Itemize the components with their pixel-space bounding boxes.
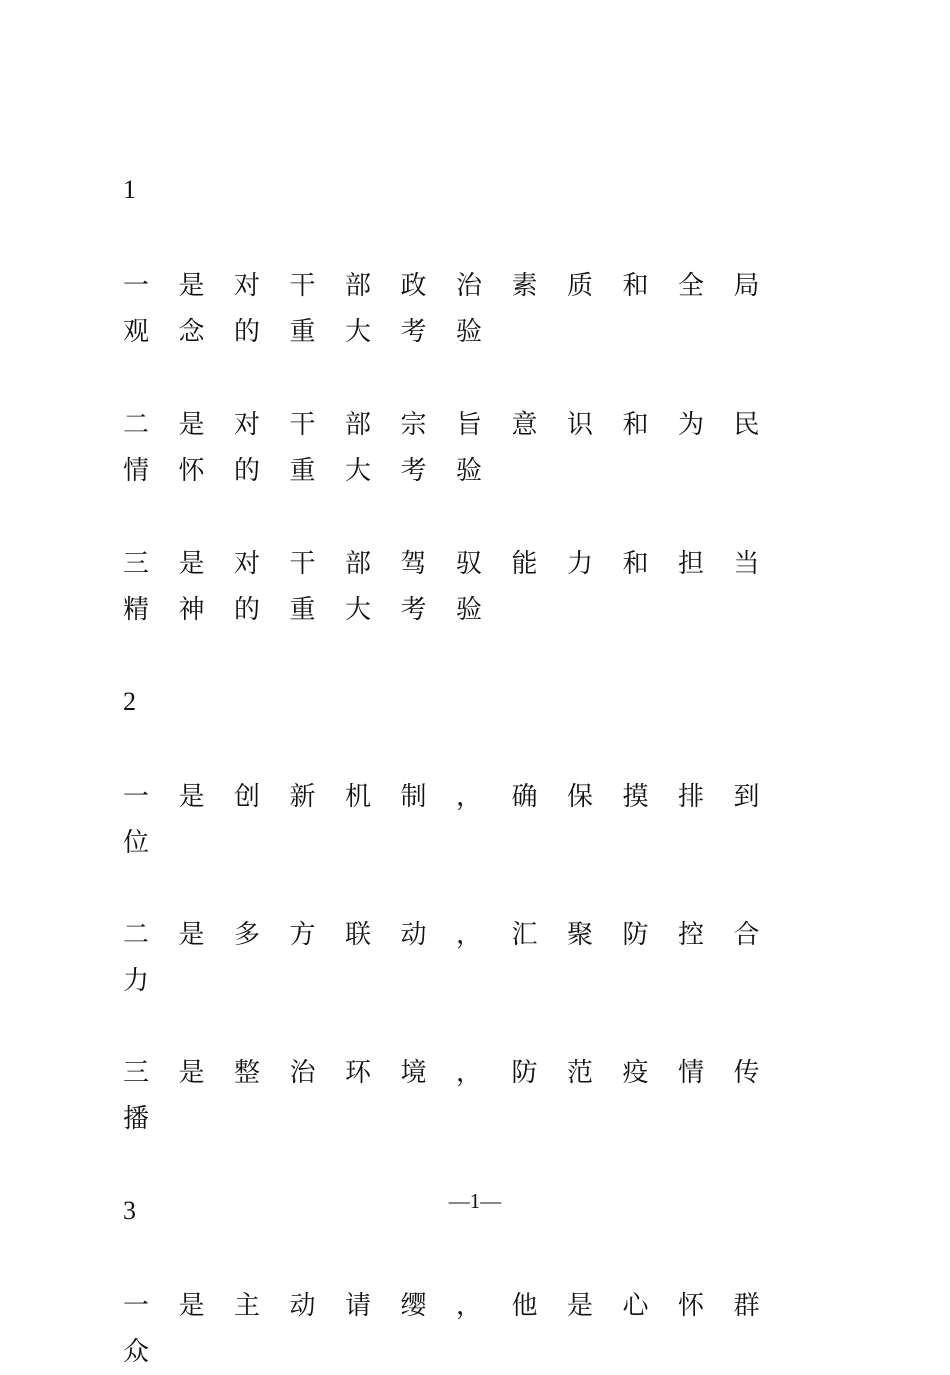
section-2-item-2: 二是多方联动，汇聚防控合力 xyxy=(123,920,790,996)
section-number-1: 1 xyxy=(123,175,136,204)
section-1-item-1: 一是对干部政治素质和全局观念的重大考验 xyxy=(123,271,790,347)
section-1-item-2: 二是对干部宗旨意识和为民情怀的重大考验 xyxy=(123,410,790,486)
section-3-item-1: 一是主动请缨，他是心怀群众 xyxy=(123,1291,790,1367)
section-2-item-1: 一是创新机制，确保摸排到位 xyxy=(123,782,790,858)
section-1-item-3: 三是对干部驾驭能力和担当精神的重大考验 xyxy=(123,549,790,625)
section-2-item-3: 三是整治环境，防范疫情传播 xyxy=(123,1058,790,1134)
page-number: —1— xyxy=(448,1189,502,1213)
section-number-3: 3 xyxy=(123,1196,136,1225)
section-number-2: 2 xyxy=(123,687,136,716)
